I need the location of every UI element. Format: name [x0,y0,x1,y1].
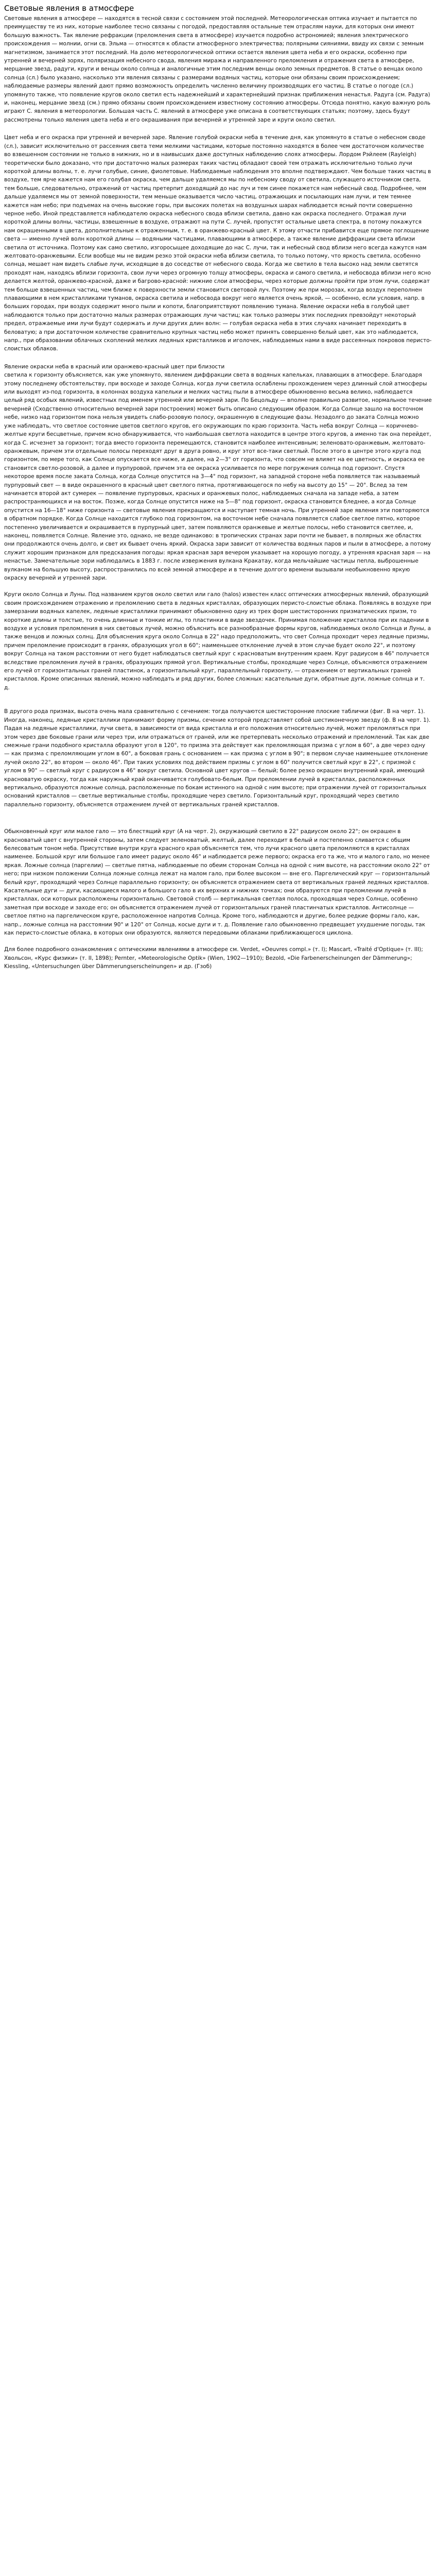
section-references: Для более подробного ознакомления с оптическими явлениями в атмосфере см. Verdet, «Oeuvres compl.» (т. I); Mascart, «Traité d'Optique» (т. III); Хвольсон, «Курс физики» (т. II, 1898); Pernter, «Meteorologische Optik» (Wien, 1902—1910); Bezold, «Die Farbenerscheinungen der Dämmerung»; Kiessling, «Untersuchungen über Dämmerungserscheinungen» и др. (Гзоб) [4,946,425,970]
section-crystals: В другого рода призмах, высота очень мала сравнительно с сечением: тогда получаются шестисторонние плоские таблички (фиг. В на черт. 1). Иногда, наконец, ледяные кристаллики принимают форму призмы, сечение которой представляет собой шестиконечную звезду (ф. В на черт. 1). Падая на ледяные кристаллики, лучи света, в зависимости от вида кристалла и его положения относительно лучей, может преломляться при этом через две боковые грани или через три, или отражаться от граней, или же претерпевать несколько отражений и преломлений. Так как две смежные грани подобного кристалла образуют угол в 120°, то призма эта действует как преломляющая призма с углом в 60°, а две через одну — как призма с преломляющим углом в 60°, а боковая грань с основанием — как призма с углом в 90°; в первом случае наименьшее отклонение лучей около 22°, во втором — около 46°. При таких условиях под действием призмы с углом в 60° получится светлый круг в 22°, с призмой с углом в 90° — светлый круг с радиусом в 46° вокруг светила. Основной цвет кругов — белый; более резко окрашен внутренний край, имеющий красноватую окраску, тогда как наружный край оканчивается голубовато-белым. При преломлении лучей в кристаллах, расположенных вертикально, образуются ложные солнца, расположенные по бокам истинного на одной с ним высоте; при отражении лучей от горизонтальных оснований кристаллов — светлые вертикальные столбы, проходящие через светило. Горизонтальный круг, проходящий через светило параллельно горизонту, объясняется отражением лучей от вертикальных граней кристаллов. [4,708,432,808]
spacer [4,582,432,590]
spacer [4,937,432,945]
section-twilight: Явление окраски неба в красный или оранжево-красный цвет при близости светила к горизонту объясняется, как уже упомянуто, явлением диффракции света в водяных капельках, плавающих в атмосфере. Благодаря этому последнему обстоятельству, при восходе и заходе Солнца, когда лучи светила ослаблены прохождением через длинный слой атмосферы или выходят из-под горизонта, в колоннах воздуха капельки и мелких частиц пыли в атмосфере обыкновенно весьма велико, наблюдается целый ряд особых явлений, известных под именем утренней или вечерней зари. По Бецольду — вполне правильно развитое, нормальное течение вечерней (Сходственно относительно вечерней зари построения) может быть описано следующим образом. Когда Солнце зашло на восточном небе, низко над горизонтом пока нельзя увидеть слабо-розовую полосу, окрашенную в следующие фазы. Незадолго до заката Солнца можно уже наблюдать, что светлое состояние цветов светлого кругов, его окружающих по краю горизонта. Часть неба вокруг Солнца — коричнево-желтые круги бесцветные, причем ясно обнаруживается, что наибольшая светлота находится в центре этого кругов, а именно так она перейдет, когда С. исчезнет за горизонт; тогда вместо горизонта перемещаются, становится наиболее интенсивным; зеленовато-оранжевым, желтовато-оранжевым, причем эти отдельные полосы переходят друг в друга ровно, и круг этот все-таки светлый. После этого в центре этого круга под горизонтом, по мере того, как Солнце опускается все ниже, и далее, на 2—3° от горизонта, что совсем не влияет на ее цветность, и окраска ее становится светло-розовой, а далее и пурпуровой, причем эта ее окраска усиливается по мере погружения солнца под горизонт. Спустя некоторое время после заката Солнца, когда Солнце опустится на 3—4° под горизонт, на западной стороне неба появляется так называемый пурпуровый свет — в виде окрашенного в красный цвет светлого пятна, протягивающегося по небу на высоту до 15° — 20°. Вслед за тем начинается второй акт сумерек — появление пурпуровых, красных и оранжевых полос, наблюдаемых сначала на западе неба, а затем распространяющихся и на восток. Позже, когда Солнце опустится ниже на 5—8° под горизонт, окраска становится бледнее, а когда Солнце опустится на 16—18° ниже горизонта — световые явления прекращаются и наступает темная ночь. При утренней заре явления эти повторяются в обратном порядке. Когда Солнце находится глубоко под горизонтом, на восточном небе сначала появляется слабое светлое пятно, которое постепенно увеличивается и окрашивается в пурпурный цвет, затем появляются оранжевые и желтые полосы, небо становится светлее, и, наконец, появляется Солнце. Явление это, однако, не везде одинаково: в тропических странах зари почти не бывает, в полярных же областях они продолжаются очень долго, и свет их бывает очень яркий. Окраска зари зависит от количества водяных паров и пыли в атмосфере, а потому служит хорошим признаком для предсказания погоды: яркая красная заря вечером указывает на хорошую погоду, а утренняя красная заря — на ненастье. Замечательные зори наблюдались в 1883 г. после извержения вулкана Кракатау, когда мельчайшие частицы пепла, выброшенные вулканом на большую высоту, распространились по всей земной атмосфере и в течение долгого времени вызывали необыкновенно яркую окраску вечерней и утренней зари. [4,363,432,581]
spacer [4,353,432,363]
spacer [4,124,432,133]
spacer [4,809,432,827]
section-intro: Световые явления в атмосфере — находятся в тесной связи с состоянием этой последней. Метеорологическая оптика изучает и пытается по преимуществу те из них, которые наиболее тесно связаны с погодой, предоставляя остальные тем отраслям науки, для которых они имеют большую важность. Так явление рефракции (преломления света в атмосфере) изучается подробно астрономией; явления электрического происхождения — молнии, огни св. Эльма — относятся к области атмосферного электричества; полярными сияниями, ввиду их связи с земным магнетизмом, занимается этот последний. На долю метеорологической оптики остается явления цвета неба и его окраски, особенно при утренней и вечерней зорях, поляризация небесного свода, явления миража и направленного преломления и отражения света в атмосфере, мерцание звезд, радуги, круги и венцы около солнца и аналогичные этим последним венцы около земных предметов. В статье о венцах около солнца (сл.) было указано, насколько эти явления связаны с размерами водяных частиц, которые они обязаны своим происхождением; наблюдаемые размеры явлений дают прямо возможность определить численно величину производящих его частиц. В статье о погоде (сл.) упомянуто также, что появление кругов около светил есть надежнейший и характернейший признак приближения ненастья. Радуга (см. Радуга) и, наконец, мерцание звезд (см.) прямо обязаны своим происхождением известному состоянию атмосферы. Отсюда понятно, какую важную роль играют С. явления в метеорологии. Большая часть С. явлений в атмосфере уже описана в соответствующих статьях; поэтому, здесь будут рассмотрены только явления цвета неба и его окрашивания при вечерней и утренней заре и круги около светил. [4,15,432,123]
section-halos: Круги около Солнца и Луны. Под названием кругов около светил или гало (halos) известен класс оптических атмосферных явлений, образующий своим происхождением отражению и преломлению света в ледяных кристаллах, образующих перисто-слоистые облака. Появляясь в воздухе при замерзании водяных капелек, ледяные кристаллики принимают обыкновенно одну из трех форм шестисторонних призматических призм, то короткие длины и толстые, то очень длинные и тонкие иглы, то пластинки в виде звездочек. Принимая положение кристаллов при их падении в воздухе и условия преломления в них световых лучей, можно объяснить все разнообразные формы кругов, наблюдаемых около Солнца и Луны, а также венцов и ложных солнц. Для объяснения круга около Солнца в 22° надо предположить, что свет Солнца проходит через ледяные призмы, причем преломление происходит в гранях, образующих угол в 60°; наименьшее отклонение лучей в этом случае будет около 22°, и поэтому вокруг Солнца на таком расстоянии от него будет наблюдаться светлый круг с красноватым внутренним краем. Круг радиусом в 46° получается вследствие преломления лучей в гранях, образующих прямой угол. Вертикальные столбы, проходящие через Солнце, объясняются отражением его лучей от горизонтальных граней пластинок, а горизонтальный круг, параллельный горизонту, — отражением от вертикальных граней кристаллов. Кроме описанных явлений, можно наблюдать и ряд других, более сложных: касательные дуги, обратные дуги, ложные солнца и т. д. [4,591,433,691]
section-sky-color: Цвет неба и его окраска при утренней и вечерней заре. Явление голубой окраски неба в течение дня, как упомянуто в статье о небесном своде (сл.), зависит исключительно от рассеяния света теми мелкими частицами, которые постоянно находятся в более чем достаточном количестве во взвешенном состоянии не только в нижних, но и в наивысших даже доступных наблюдению слоях атмосферы. Лордом Рэйлеем (Rayleigh) теоретически было доказано, что при достаточно малых размерах таких частиц обладают своей тем отражать исключительно только лучи короткой длины волны, т. е. лучи голубые, синие, фиолетовые. Наблюдаемые наблюдения это вполне подтверждают. Чем больше таких частиц в воздухе, тем ярче кажется нам его голубая окраска, чем дальше удаляемся мы по небесному своду от светила, служащего источником света, тем больше, следовательно, отражений от частиц претерпит доходящий до нас луч и тем синее покажется нам небесный свод. Подробнее, чем дальше удаляемся мы от земной поверхности, тем меньше оказывается число частиц, отражающих и посылающих нам лучи, и тем темнее кажется нам небо; при подъемах на очень высокие горы, при высоких полетах на воздушных шарах наблюдается ясный почти совершенно черное небо. Иной представляется наблюдателю окраска небесного свода вблизи светила, давно как окраска последнего. Отражая лучи короткой длины волны, частицы, взвешенные в воздухе, отражают на пути С. лучей, пропустят остальные цвета спектра, в потому покажутся нам окрашенными в цвета, дополнительные к отраженным, т. е. в оранжево-красный цвет. К этому отчасти прибавится еще прямое поглощение света — именно лучей волн короткой длины — водяными частицами, плавающими в атмосфере, а также явление диффракции света вблизи светила от источника. Поэтому как само светило, изгоросыщее доходящие до нас С. лучи, так и небесный свод вблизи него всегда кажутся нам желтовато-оранжевыми. Если вообще мы не видим резко этой окраски неба вблизи светила, то только потому, что яркость светила, особенно солнца, мешает нам видеть слабые лучи, исходящие в до соседстве от небесного свода. Когда же светило в тела высоко над земли светятся проходят нам, находясь вблизи горизонта, свои лучи через огромную толщу атмосферы, окраска и самого светила, и небосвода вблизи него ясно делается желтой, оранжево-красной, даже и багрово-красной: нижние слои атмосферы, через которые должны пройти при этом лучи, содержат тем больше взвешенных частиц, чем ближе к поверхности земли становится световой луч. Поэтому же при морозах, когда воздух переполнен плавающими в нем кристалликами туманов, окраска светила и небосвода вокруг него является очень яркой, — особенно, если условия, напр. в больших городах, при воздух содержит много пыли и копоти, благоприятствуют появлению тумана. Явление окраски неба в голубой цвет наблюдаются только при достаточно малых размерах отражающих лучи частиц; как только размеры этих последних превзойдут некоторый предел, отражаемые ими лучи будут содержать и лучи других длин волн: — голубая окраска неба в этих случаях начинает переходить в беловатую; а при достаточном количестве сравнительно крупных частиц небо может принять совершенно белый цвет, как это наблюдается, напр., при образовании облачных скоплений мелких ледяных кристалликов и иголочек, наблюдаемых нами в виде рассеянных покровов перисто-слоистых облаков. [4,134,433,352]
article [0,0,436,975]
article-title: Световые явления в атмосфере [4,4,134,13]
section-halo-types: Обыкновенный круг или малое гало — это блестящий круг (А на черт. 2), окружающий светило в 22° радиусом около 22°; он окрашен в красноватый цвет с внутренней стороны, затем следует зеленоватый, желтый, далее переходит в белый и постепенно сливается с общим белесоватым тоном неба. Присутствие внутри круга красного края объясняется тем, что лучи красного цвета преломляются в кристаллах наименее. Большой круг или большое гало имеет радиус около 46° и наблюдается реже первого; окраска его та же, что и малого гало, но менее яркая. Ложные солнца (паргелии) — светлые пятна, наблюдаемые по обеим сторонам Солнца на одной с ним высоте, на расстоянии около 22° от него; при низком положении Солнца ложные солнца лежат на малом гало, при более высоком — вне его. Паргелический круг — горизонтальный белый круг, проходящий через Солнце параллельно горизонту; он объясняется отражением света от вертикальных граней ледяных кристаллов. Касательные дуги — дуги, касающиеся малого и большого гало в их верхних и нижних точках; они образуются при преломлении лучей в кристаллах, оси которых расположены горизонтально. Световой столб — вертикальная светлая полоса, проходящая через Солнце, особенно заметная при восходе и заходе его; он объясняется отражением лучей от горизонтальных граней пластинчатых кристаллов. Антисолнце — светлое пятно на паргелическом круге, расположенное напротив Солнца. Кроме того, наблюдаются и другие, более редкие формы гало, как, напр., ложные солнца на расстоянии 90° и 120° от Солнца, косые дуги и т. д. Появление гало обыкновенно предвещает ухудшение погоды, так как перисто-слоистые облака, в которых они образуются, являются передовыми облаками приближающегося циклона. [4,828,432,937]
spacer [4,692,432,707]
